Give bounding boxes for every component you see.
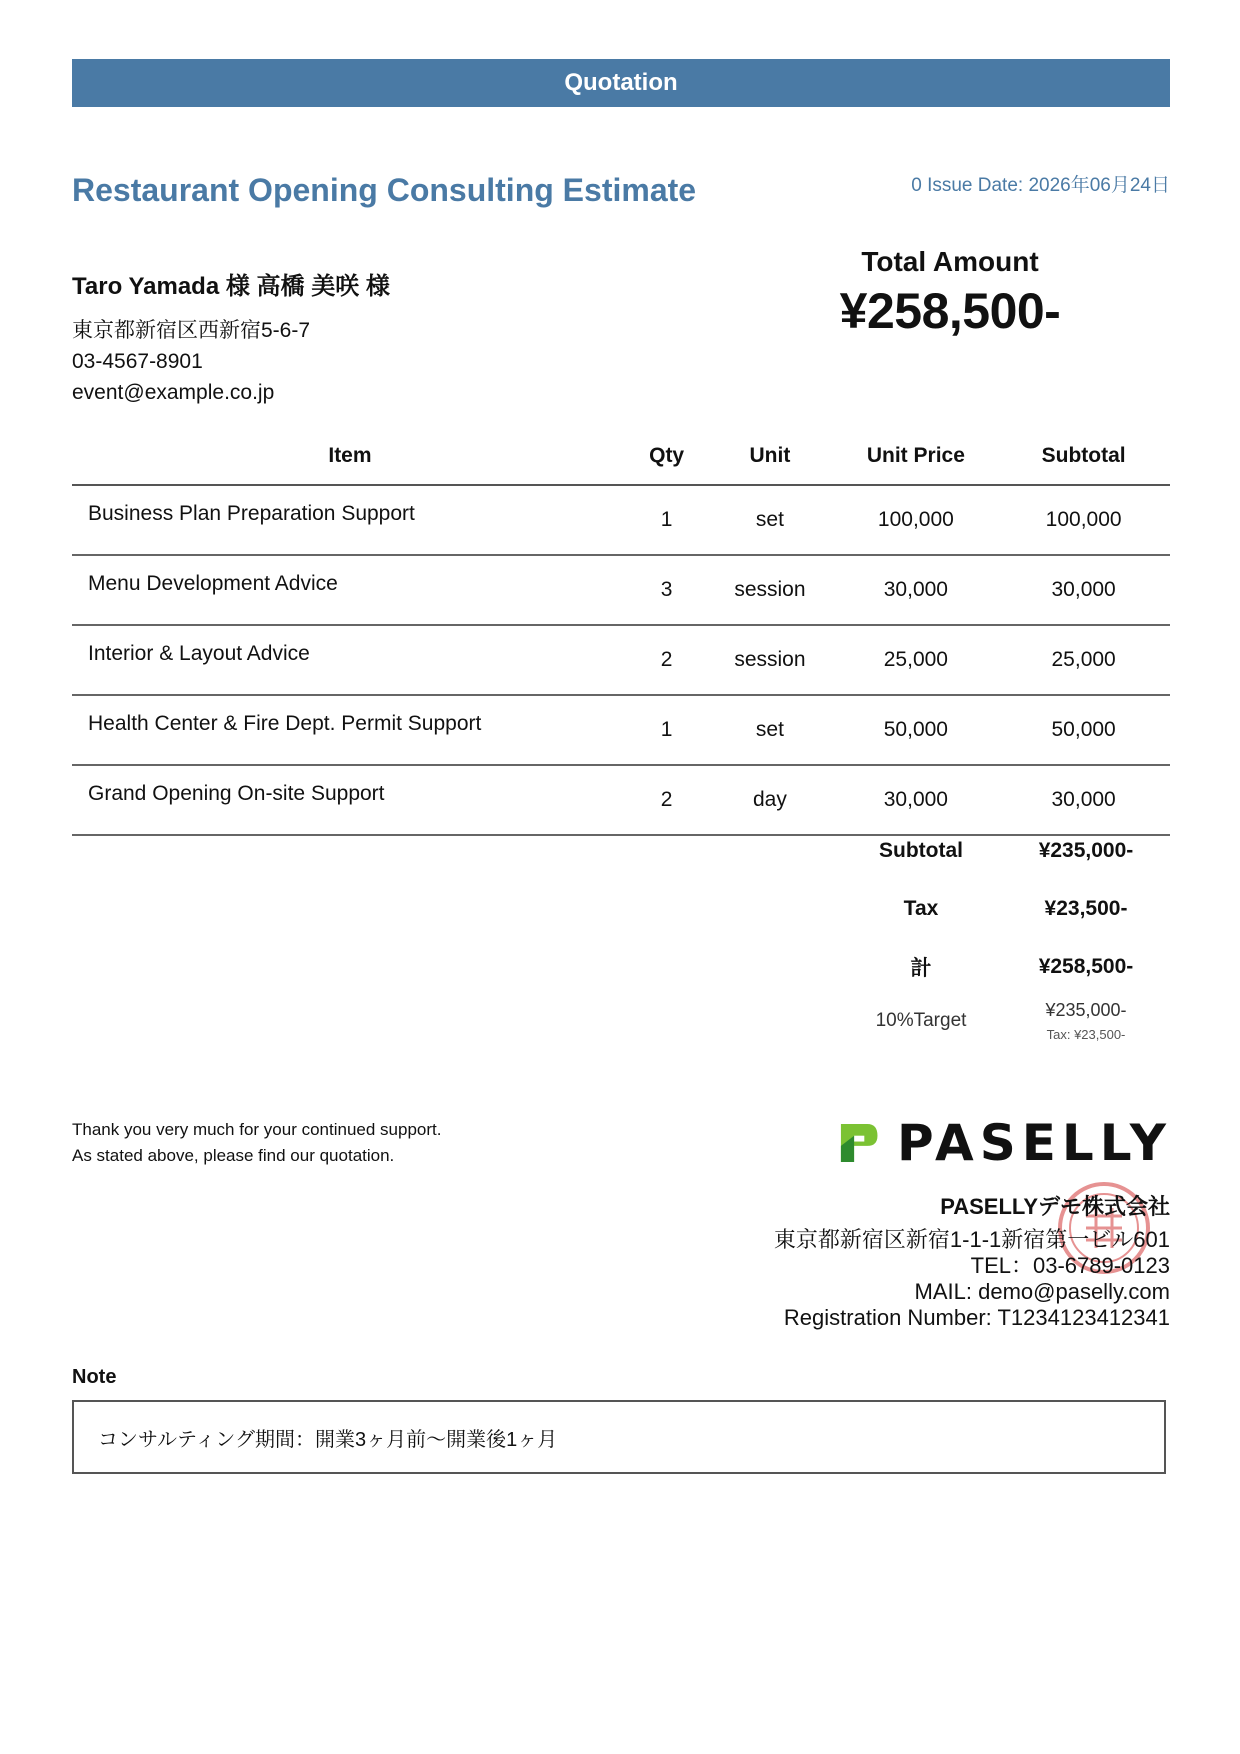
thanks-message bbox=[72, 1117, 441, 1169]
row-unit-price: 30,000 bbox=[835, 555, 998, 625]
summary-block bbox=[840, 822, 1170, 1042]
total-amount-box bbox=[760, 246, 1140, 340]
note-box bbox=[72, 1400, 1166, 1474]
row-unit: set bbox=[705, 695, 834, 765]
paselly-logo-icon bbox=[838, 1113, 879, 1173]
tax-breakdown-values bbox=[1002, 1000, 1170, 1042]
table-row bbox=[72, 485, 1170, 555]
note-label: Note bbox=[72, 1366, 117, 1388]
client-block bbox=[72, 266, 632, 408]
row-qty: 1 bbox=[628, 485, 705, 555]
company-name: PASELLYデモ株式会社 bbox=[940, 1194, 1170, 1219]
row-qty: 2 bbox=[628, 625, 705, 695]
company-tel: TEL：03-6789-0123 bbox=[970, 1253, 1170, 1278]
client-email: event@example.co.jp bbox=[72, 381, 275, 404]
company-info bbox=[774, 1190, 1170, 1331]
client-address: 東京都新宿区西新宿5-6-7 bbox=[72, 319, 311, 342]
thanks-line-1: Thank you very much for your continued support. bbox=[72, 1120, 442, 1139]
row-subtotal: 100,000 bbox=[997, 485, 1170, 555]
company-address: 東京都新宿区新宿1-1-1新宿第一ビル601 bbox=[773, 1227, 1170, 1252]
header-unit: Unit bbox=[705, 428, 834, 485]
total-amount-value: ¥258,500- bbox=[839, 283, 1061, 339]
note-text: コンサルティング期間：開業3ヶ月前〜開業後1ヶ月 bbox=[98, 1428, 558, 1451]
company-registration-number: Registration Number: T1234123412341 bbox=[783, 1305, 1170, 1330]
items-table bbox=[72, 428, 1170, 836]
table-row bbox=[72, 555, 1170, 625]
tax-target-amount: Tax: ¥23,500- bbox=[1046, 1027, 1126, 1042]
company-mail: MAIL: demo@paselly.com bbox=[914, 1279, 1170, 1304]
row-item: Business Plan Preparation Support bbox=[72, 485, 628, 555]
table-row bbox=[72, 625, 1170, 695]
document-title: Restaurant Opening Consulting Estimate bbox=[72, 172, 697, 208]
summary-tax-row bbox=[840, 880, 1170, 938]
header-item: Item bbox=[72, 428, 628, 485]
total-amount-label: Total Amount bbox=[861, 246, 1039, 277]
row-unit: day bbox=[705, 765, 834, 835]
client-name: Taro Yamada 様 高橋 美咲 様 bbox=[72, 273, 390, 300]
row-unit-price: 100,000 bbox=[835, 485, 998, 555]
row-item: Menu Development Advice bbox=[72, 555, 628, 625]
row-subtotal: 25,000 bbox=[997, 625, 1170, 695]
issue-date: 0 Issue Date: 2026年06月24日 bbox=[911, 175, 1170, 196]
tax-breakdown-row bbox=[840, 1000, 1170, 1042]
row-subtotal: 50,000 bbox=[997, 695, 1170, 765]
row-qty: 1 bbox=[628, 695, 705, 765]
tax-target-base: ¥235,000- bbox=[1045, 1000, 1127, 1020]
tax-target-label: 10%Target bbox=[875, 1010, 967, 1031]
summary-tax-value: ¥23,500- bbox=[1044, 897, 1128, 920]
summary-total-label: 計 bbox=[910, 957, 932, 980]
row-unit: session bbox=[705, 555, 834, 625]
table-row bbox=[72, 695, 1170, 765]
summary-subtotal-value: ¥235,000- bbox=[1038, 839, 1134, 862]
row-subtotal: 30,000 bbox=[997, 765, 1170, 835]
row-item: Health Center & Fire Dept. Permit Support bbox=[72, 695, 628, 765]
table-header-row bbox=[72, 428, 1170, 485]
summary-subtotal-label: Subtotal bbox=[879, 839, 963, 862]
row-item: Grand Opening On-site Support bbox=[72, 765, 628, 835]
summary-total-value: ¥258,500- bbox=[1038, 955, 1134, 978]
logo-wordmark: PASELLY bbox=[896, 1114, 1172, 1172]
summary-subtotal-row bbox=[840, 822, 1170, 880]
row-unit-price: 25,000 bbox=[835, 625, 998, 695]
quotation-banner: Quotation bbox=[72, 59, 1170, 107]
thanks-line-2: As stated above, please find our quotation. bbox=[72, 1146, 395, 1165]
company-logo bbox=[838, 1110, 1172, 1176]
header-qty: Qty bbox=[628, 428, 705, 485]
row-qty: 2 bbox=[628, 765, 705, 835]
summary-total-row bbox=[840, 938, 1170, 996]
header-unit-price: Unit Price bbox=[835, 428, 998, 485]
row-unit-price: 50,000 bbox=[835, 695, 998, 765]
summary-tax-label: Tax bbox=[903, 897, 939, 920]
row-unit: session bbox=[705, 625, 834, 695]
row-unit-price: 30,000 bbox=[835, 765, 998, 835]
header-subtotal: Subtotal bbox=[997, 428, 1170, 485]
client-phone: 03-4567-8901 bbox=[72, 350, 203, 373]
row-qty: 3 bbox=[628, 555, 705, 625]
row-subtotal: 30,000 bbox=[997, 555, 1170, 625]
row-item: Interior & Layout Advice bbox=[72, 625, 628, 695]
row-unit: set bbox=[705, 485, 834, 555]
